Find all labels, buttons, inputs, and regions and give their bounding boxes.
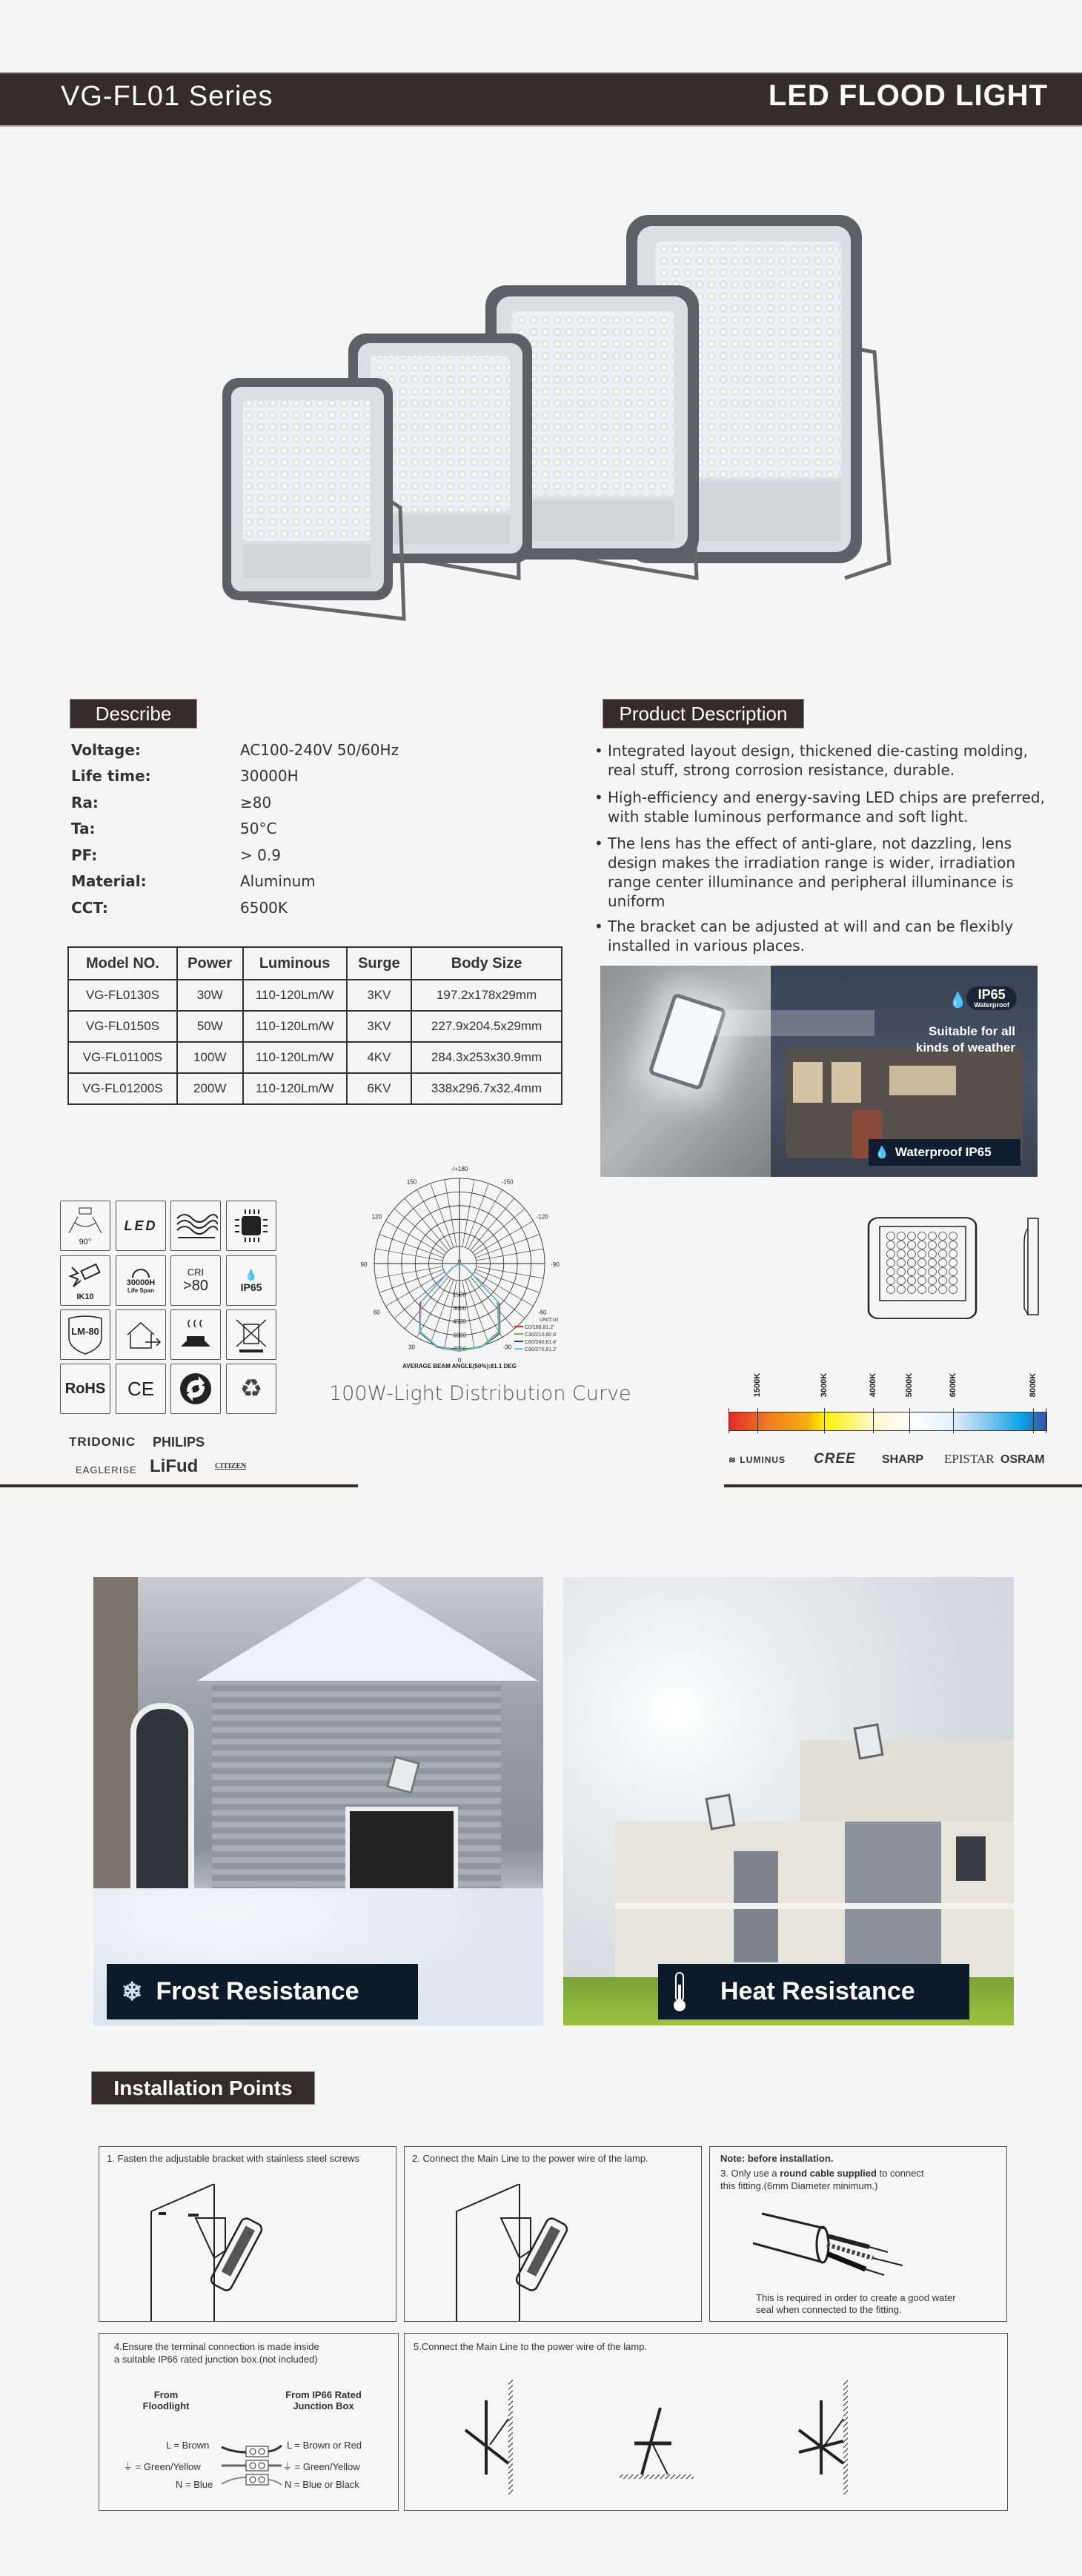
spec-life-time <box>71 767 299 785</box>
brand-luminus-text: LUMINUS <box>740 1455 786 1465</box>
lens-circle <box>929 1232 937 1241</box>
wire-left-earth-text: = Green/Yellow <box>135 2461 201 2472</box>
legend-label: C0/180,81.2' <box>525 1325 554 1330</box>
lens-circle <box>918 1259 926 1267</box>
terminal-block-icon <box>218 2443 285 2495</box>
lens-circle <box>918 1250 926 1258</box>
install-step-3-line2: this fitting.(6mm Diameter minimum.) <box>720 2180 878 2191</box>
chart-caption: 100W-Light Distribution Curve <box>329 1382 631 1405</box>
cct-tick-label: 3000K <box>820 1372 829 1398</box>
section-divider <box>724 1484 1082 1487</box>
table-row <box>68 980 562 1011</box>
table-cell: 110-120Lm/W <box>243 1073 347 1104</box>
product-hero-image <box>208 208 912 630</box>
column-header: Power <box>177 947 243 980</box>
front-door <box>130 1703 194 1900</box>
table-cell: 3KV <box>347 1011 411 1042</box>
radial-tick-label: 6000 <box>453 1332 466 1339</box>
table-row <box>68 1042 562 1073</box>
note-title: Note: before installation. <box>720 2153 834 2164</box>
lens-circle <box>939 1241 947 1249</box>
lens-circle <box>918 1286 926 1294</box>
upper-floor <box>800 1740 1014 1822</box>
polar-spoke <box>376 1249 443 1261</box>
led-icon: LED <box>116 1201 166 1251</box>
lens-circle <box>939 1268 947 1276</box>
lens-circle <box>897 1286 906 1294</box>
legend-label: C90/270,81.2' <box>525 1347 557 1352</box>
brand-osram: OSRAM <box>1000 1453 1045 1466</box>
angle-tick-label: -90 <box>551 1261 560 1268</box>
cct-tick-line <box>873 1408 874 1433</box>
spec-value: Aluminum <box>240 872 316 890</box>
from-floodlight-label <box>136 2389 196 2411</box>
legend-label: C30/210,80.6' <box>525 1332 557 1338</box>
lens-circle <box>918 1277 926 1285</box>
angle-tick-label: -60 <box>537 1309 547 1316</box>
spec-label: Life time: <box>71 767 151 785</box>
radial-tick-label: 3000 <box>453 1304 466 1312</box>
polar-spoke <box>445 1180 457 1247</box>
brand-lifud: LiFud <box>150 1456 199 1476</box>
section-divider <box>0 1484 358 1487</box>
lens-circle <box>897 1259 906 1267</box>
lens-circle <box>887 1286 895 1294</box>
polar-spoke <box>394 1209 446 1252</box>
install-step-2-text: 2. Connect the Main Line to the power wire of the lamp. <box>412 2153 648 2164</box>
wire-left-live: L = Brown <box>166 2440 210 2451</box>
snowflake-icon: ❄ <box>122 1977 143 2006</box>
table-cell: 6KV <box>347 1073 411 1104</box>
ip65-badge <box>949 986 1017 1010</box>
spec-value: ≥80 <box>240 794 272 811</box>
ip65-text: IP65 <box>240 1281 262 1293</box>
angle-tick-label: 90 <box>360 1261 368 1268</box>
lens-circle <box>949 1277 957 1285</box>
cct-tick-line <box>1033 1408 1034 1433</box>
green-dot-icon <box>170 1364 221 1414</box>
lm80-text: LM-80 <box>71 1326 99 1337</box>
spec-label: Ra: <box>71 794 99 811</box>
ik10-icon <box>60 1255 110 1306</box>
weather-headline <box>916 1023 1015 1056</box>
polar-spoke <box>462 1180 474 1247</box>
polar-spoke <box>465 1280 488 1344</box>
wire-right-earth <box>282 2459 360 2473</box>
cri-value: >80 <box>183 1278 208 1294</box>
lens-circle <box>897 1250 906 1258</box>
lens-circle <box>908 1277 916 1285</box>
lifespan-hours: 30000H <box>126 1278 156 1287</box>
lm80-icon <box>60 1309 110 1360</box>
polar-spoke <box>379 1269 443 1292</box>
legend-unit: UNIT:cd <box>540 1318 558 1323</box>
polar-spoke <box>431 1184 454 1247</box>
headline-line-1: Suitable for all <box>928 1024 1015 1038</box>
spec-material <box>71 872 316 890</box>
install-step-3-text <box>720 2168 924 2179</box>
table-cell: 3KV <box>347 980 411 1011</box>
badge-main: IP65 <box>978 987 1006 1002</box>
light-beam <box>704 1010 874 1062</box>
table-cell: 4KV <box>347 1042 411 1073</box>
badge-sub: Waterproof <box>974 1001 1009 1009</box>
lens-circle <box>949 1286 957 1294</box>
wire-right-neutral: N = Blue or Black <box>285 2479 359 2490</box>
heat-resistance-photo <box>563 1577 1014 2025</box>
spec-value: AC100-240V 50/60Hz <box>240 741 399 759</box>
from-box-line1: From IP66 Rated <box>285 2389 362 2400</box>
table-cell: 100W <box>177 1042 243 1073</box>
splash-drop-icon: 💧 <box>874 1146 889 1159</box>
table-row <box>68 1011 562 1042</box>
brand-sharp: SHARP <box>882 1453 924 1466</box>
step3-footer-2: seal when connected to the fitting. <box>756 2304 902 2315</box>
brand-epistar: EPISTAR <box>944 1452 995 1466</box>
polar-spoke <box>431 1280 454 1344</box>
table-cell: 50W <box>177 1011 243 1042</box>
table-cell: VG-FL01200S <box>68 1073 177 1104</box>
table-cell: 30W <box>177 980 243 1011</box>
lens-circle <box>918 1268 926 1276</box>
table-cell: 110-120Lm/W <box>243 1042 347 1073</box>
table-cell: 227.9x204.5x29mm <box>411 1011 562 1042</box>
header-bar <box>0 72 1082 127</box>
brand-eaglerise: EAGLERISE <box>76 1464 137 1475</box>
description-bullet: • The bracket can be adjusted at will and can be flexibly installed in various places. <box>593 917 1060 955</box>
spec-value: 50°C <box>240 820 277 837</box>
frost-resistance-text: Frost Resistance <box>156 1977 359 2005</box>
table-cell: 110-120Lm/W <box>243 1011 347 1042</box>
beam-angle-icon <box>60 1201 110 1251</box>
table-cell: 197.2x178x29mm <box>411 980 562 1011</box>
column-header: Luminous <box>243 947 347 980</box>
step3-bold: round cable supplied <box>780 2168 877 2179</box>
polar-spoke <box>471 1198 514 1250</box>
flood-light-30w <box>222 378 404 619</box>
table-cell: 284.3x253x30.9mm <box>411 1042 562 1073</box>
bracket-mount-illustration <box>144 2184 366 2321</box>
lifespan-icon <box>116 1255 166 1306</box>
polar-spoke <box>405 1198 448 1250</box>
description-bullet: • High-efficiency and energy-saving LED chips are preferred, with stable luminous performance and soft light. <box>593 788 1060 826</box>
frost-resistance-photo <box>93 1577 543 2025</box>
description-bullet: • Integrated layout design, thickened die-casting molding, real stuff, strong corrosion resistance, durable. <box>593 741 1060 780</box>
table-cell: VG-FL01100S <box>68 1042 177 1073</box>
cri-icon <box>170 1255 221 1306</box>
angle-tick-label: -30 <box>502 1344 512 1351</box>
cct-tick-line <box>757 1408 758 1433</box>
lens-circle <box>949 1241 957 1249</box>
lens-circle <box>929 1268 937 1276</box>
lens-circle <box>897 1268 906 1276</box>
cct-tick-label: 8000K <box>1029 1372 1038 1398</box>
lens-circle <box>908 1250 916 1258</box>
thermometer-icon <box>668 1970 691 2014</box>
frost-resistance-label <box>107 1964 418 2019</box>
lens-circle <box>949 1259 957 1267</box>
wire-connect-illustration <box>449 2184 671 2321</box>
column-header: Model NO. <box>68 947 177 980</box>
recycle-icon: ♻ <box>226 1364 276 1414</box>
polar-spoke <box>476 1269 540 1292</box>
beam-angle-footer: AVERAGE BEAM ANGLE(50%):81.1 DEG <box>402 1363 517 1370</box>
cct-edge-line <box>728 1408 729 1433</box>
step3-post: to connect <box>876 2168 924 2179</box>
lens-circle <box>918 1232 926 1241</box>
install-step-3-panel <box>709 2146 1007 2322</box>
step4-line2: a suitable IP66 rated junction box.(not included) <box>114 2354 318 2365</box>
polar-spoke <box>473 1209 525 1252</box>
from-floodlight-line2: Floodlight <box>142 2400 190 2411</box>
brand-luminus <box>728 1455 786 1465</box>
legend-label: C60/240,81.4' <box>525 1340 557 1345</box>
earth-icon: ⏚ <box>123 2461 136 2472</box>
spec-label: PF: <box>71 846 98 864</box>
spec-value: 30000H <box>240 767 299 785</box>
step3-pre: 3. Only use a <box>720 2168 780 2179</box>
spec-pf <box>71 846 281 864</box>
column-header: Body Size <box>411 947 562 980</box>
spec-value: > 0.9 <box>240 846 281 864</box>
polar-spoke <box>465 1184 488 1247</box>
product-description-heading: Product Description <box>603 699 804 728</box>
table-header-row <box>68 947 562 980</box>
angle-tick-label: -150 <box>501 1178 514 1186</box>
lens-circle <box>887 1241 895 1249</box>
lens-circle <box>887 1232 895 1241</box>
polar-spoke <box>471 1277 514 1329</box>
description-bullet: • The lens has the effect of anti-glare, not dazzling, lens design makes the irradiation range is wider, irradiation range center illuminance and peripheral illuminance is uniform <box>593 834 1060 911</box>
spec-label: Voltage: <box>71 741 141 759</box>
beam-angle-text: 90° <box>79 1238 92 1246</box>
lens-circle <box>908 1232 916 1241</box>
polar-spoke <box>379 1235 443 1258</box>
product-title: LED FLOOD LIGHT <box>768 79 1048 112</box>
rohs-icon: RoHS <box>60 1364 110 1414</box>
color-temperature-scale <box>711 1367 1067 1434</box>
brand-tridonic: TRIDONIC <box>69 1435 136 1449</box>
spec-ra <box>71 794 271 811</box>
lens-circle <box>939 1286 947 1294</box>
lens-circle <box>897 1232 906 1241</box>
cct-tick-label: 5000K <box>905 1372 914 1398</box>
table-cell: VG-FL0130S <box>68 980 177 1011</box>
install-step-1-panel <box>99 2146 396 2322</box>
angle-tick-label: -/+180 <box>451 1166 468 1172</box>
installation-points-heading: Installation Points <box>91 2071 315 2105</box>
polar-spoke <box>477 1267 544 1278</box>
spec-value: 6500K <box>240 899 288 917</box>
waterproof-label <box>869 1139 1020 1166</box>
lens-circle <box>887 1268 895 1276</box>
table-cell: VG-FL0150S <box>68 1011 177 1042</box>
heat-resistance-text: Heat Resistance <box>720 1977 915 2005</box>
table-row <box>68 1073 562 1104</box>
mounted-flood-light <box>853 1723 883 1759</box>
from-box-line2: Junction Box <box>293 2400 354 2411</box>
table-cell: 110-120Lm/W <box>243 980 347 1011</box>
lens-circle <box>939 1277 947 1285</box>
mounted-flood-light <box>705 1793 735 1830</box>
ip65-icon <box>226 1255 276 1306</box>
angle-tick-label: -120 <box>536 1213 548 1221</box>
spec-label: Ta: <box>71 820 96 837</box>
install-step-5-panel <box>404 2333 1008 2511</box>
waves-icon <box>170 1201 221 1251</box>
lens-circle <box>929 1241 937 1249</box>
lens-circle <box>908 1268 916 1276</box>
wire-right-earth-text: = Green/Yellow <box>294 2461 360 2472</box>
cct-tick-line <box>824 1408 825 1433</box>
lifespan-label: Life Span <box>127 1287 154 1294</box>
polar-spoke <box>477 1249 544 1261</box>
brand-citizen: CITIZEN <box>215 1462 247 1470</box>
lens-circle <box>908 1286 916 1294</box>
waterproof-label-text: Waterproof IP65 <box>895 1145 992 1159</box>
spec-label: Material: <box>71 872 147 890</box>
brand-philips: PHILIPS <box>153 1435 205 1450</box>
lens-circle <box>929 1277 937 1285</box>
snowy-roof <box>197 1577 538 1681</box>
table-cell: 338x296.7x32.4mm <box>411 1073 562 1104</box>
lens-circle <box>887 1259 895 1267</box>
luminus-logo-icon: ≋ <box>728 1455 740 1465</box>
polar-spoke <box>476 1235 540 1258</box>
lens-circle <box>887 1250 895 1258</box>
series-title: VG-FL01 Series <box>61 81 273 112</box>
angle-tick-label: 150 <box>406 1178 417 1186</box>
angle-tick-label: 30 <box>408 1344 415 1351</box>
spec-voltage <box>71 741 399 759</box>
heat-dissipation-icon <box>170 1309 221 1360</box>
lens-circle <box>929 1286 937 1294</box>
lens-circle <box>908 1241 916 1249</box>
cct-tick-line <box>953 1408 954 1433</box>
ik10-text: IK10 <box>76 1292 94 1301</box>
chip-icon <box>226 1201 276 1251</box>
from-floodlight-line1: From <box>153 2389 179 2400</box>
radial-tick-label: 0 <box>457 1258 462 1265</box>
angle-tick-label: 60 <box>373 1309 380 1316</box>
spec-cct <box>71 899 288 917</box>
models-table <box>67 946 562 1105</box>
light-distribution-chart <box>348 1160 593 1375</box>
table-cell: 200W <box>177 1073 243 1104</box>
heat-resistance-label <box>658 1964 969 2019</box>
column-header: Surge <box>347 947 411 980</box>
angle-tick-label: 120 <box>371 1213 382 1221</box>
brand-cree: CREE <box>814 1451 856 1467</box>
water-drop-icon: 💧 <box>949 992 968 1009</box>
wire-left-earth <box>123 2459 201 2473</box>
cct-gradient-bar <box>728 1412 1047 1431</box>
lens-circle <box>929 1250 937 1258</box>
lens-circle <box>939 1259 947 1267</box>
headline-line-2: kinds of weather <box>915 1040 1015 1055</box>
indoor-outdoor-icon <box>116 1309 166 1360</box>
lens-circle <box>929 1259 937 1267</box>
bracket-angle-illustration <box>464 2371 946 2497</box>
lens-circle <box>908 1259 916 1267</box>
cct-tick-label: 1500K <box>753 1372 762 1398</box>
lens-circle <box>897 1277 906 1285</box>
lens-circle <box>949 1268 957 1276</box>
weee-icon <box>226 1309 276 1360</box>
step4-line1: 4.Ensure the terminal connection is made inside <box>114 2341 319 2352</box>
lens-circle <box>939 1232 947 1241</box>
waterproof-banner <box>600 966 1038 1177</box>
install-step-4-panel <box>99 2333 399 2511</box>
install-step-5-text: 5.Connect the Main Line to the power wire of the lamp. <box>414 2341 648 2352</box>
radial-tick-label: 7500 <box>453 1346 466 1352</box>
install-step-1-text: 1. Fasten the adjustable bracket with stainless steel screws <box>107 2153 360 2164</box>
radial-tick-label: 1500 <box>453 1291 466 1298</box>
cct-tick-label: 4000K <box>869 1372 877 1398</box>
lens-circle <box>918 1241 926 1249</box>
wire-left-neutral: N = Blue <box>176 2479 213 2490</box>
lens-circle <box>939 1250 947 1258</box>
lens-circle <box>949 1250 957 1258</box>
lens-circle <box>887 1277 895 1285</box>
step3-footer-1: This is required in order to create a good water <box>756 2292 956 2303</box>
radial-tick-label: 4500 <box>453 1318 466 1326</box>
cct-tick-line <box>909 1408 910 1433</box>
cri-label: CRI <box>187 1267 205 1278</box>
polar-spoke <box>376 1267 443 1278</box>
angle-tick-label: 0 <box>457 1357 462 1364</box>
ce-icon: CE <box>116 1364 166 1414</box>
polar-spoke <box>405 1277 448 1329</box>
cct-tick-label: 6000K <box>949 1372 957 1398</box>
lens-circle <box>949 1232 957 1241</box>
technical-drawing <box>860 1215 1067 1319</box>
round-cable-illustration <box>747 2206 910 2280</box>
spec-ta <box>71 820 276 837</box>
spec-label: CCT: <box>71 899 108 917</box>
lens-circle <box>897 1241 906 1249</box>
from-junction-box-label <box>273 2389 374 2411</box>
water-drops-icon: 💧 <box>245 1268 258 1281</box>
wire-right-live: L = Brown or Red <box>287 2440 362 2451</box>
earth-icon: ⏚ <box>282 2461 295 2472</box>
install-step-2-panel <box>404 2146 702 2322</box>
describe-heading: Describe <box>70 699 197 728</box>
